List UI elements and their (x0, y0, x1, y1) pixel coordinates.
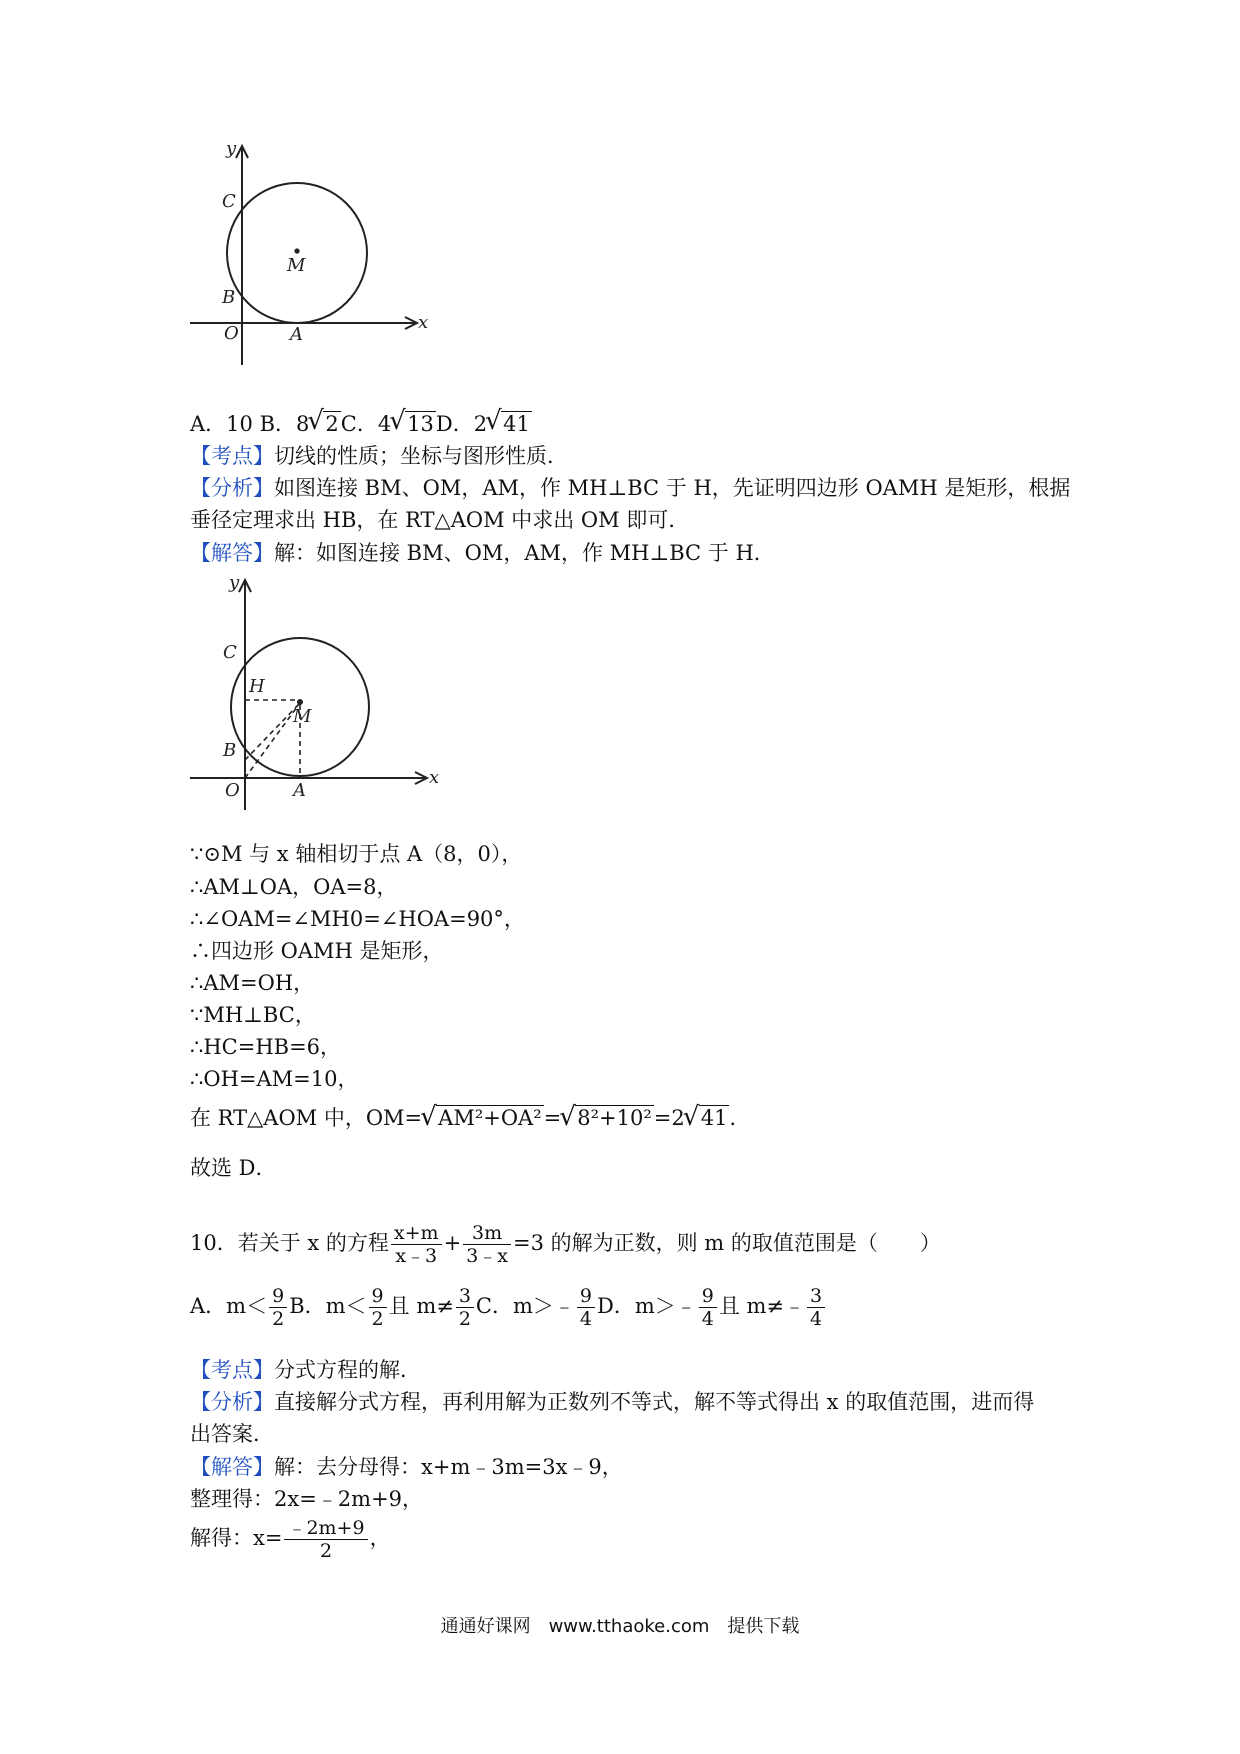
q10-stem: 10．若关于 x 的方程 $\frac{x+m}{x﹣3}$ + $\frac{3m}{3﹣x}$ =3 的解为正数，则 m 的取值范围是（ ） (190, 1222, 941, 1267)
center-point-m (294, 248, 299, 253)
label-x: x (429, 767, 440, 788)
q10-zhengli: 整理得：2x=﹣2m+9， (190, 1487, 424, 1511)
q10-jiede: 解得：x= $\frac{﹣2m+9}{2}$ ， (190, 1517, 391, 1562)
fraction: $\frac{3}{2}$ (456, 1285, 474, 1330)
label-b: B (222, 287, 236, 308)
sqrt-41: √ 41 (685, 1105, 730, 1130)
fraction: $\frac{3}{4}$ (807, 1285, 825, 1330)
conclusion: 故选 D． (190, 1156, 277, 1180)
fraction: $\frac{﹣2m+9}{2}$ (284, 1517, 367, 1562)
label-c: C (222, 191, 236, 212)
q9-fenxi-2: 垂径定理求出 HB，在 RT△AOM 中求出 OM 即可． (190, 508, 690, 532)
step-line: ∴∠OAM=∠MH0=∠HOA=90°， (190, 907, 525, 931)
label-a: A (293, 780, 306, 801)
label-o: O (225, 780, 240, 801)
sqrt-c: √ 13 (391, 408, 436, 440)
center-point-m (297, 699, 303, 705)
label-y: y (226, 140, 237, 159)
q9-options: A．10 B．8√ 2C．4√ 13D．2√ 41 (190, 408, 532, 440)
label-m: M (293, 706, 312, 727)
jieda-tag: 【解答】 (190, 541, 274, 565)
step-line: ∴HC=HB=6， (190, 1035, 342, 1059)
q10-fenxi-2: 出答案． (190, 1422, 274, 1446)
q10-kaodian: 【考点】分式方程的解． (190, 1358, 421, 1382)
fraction: $\frac{x+m}{x﹣3}$ (391, 1222, 442, 1267)
footer-source: 通通好课网 www.tthaoke.com 提供下载 (440, 1616, 800, 1637)
step-line: ∵MH⊥BC， (190, 1003, 316, 1027)
fraction: $\frac{3m}{3﹣x}$ (463, 1222, 511, 1267)
q9-kaodian: 【考点】切线的性质；坐标与图形性质． (190, 444, 568, 468)
jieda-tag: 【解答】 (190, 1455, 274, 1479)
fraction: $\frac{9}{4}$ (699, 1285, 717, 1330)
sqrt-8-10: √ 8²+10² (561, 1105, 654, 1130)
step-line: ∴OH=AM=10， (190, 1067, 359, 1091)
label-m: M (287, 255, 306, 276)
sqrt-d: √ 41 (487, 408, 532, 440)
step-line: ∴AM⊥OA，OA=8， (190, 875, 398, 899)
q10-options: A．m＜ $\frac{9}{2}$ B．m＜ $\frac{9}{2}$ 且 m≠ $\frac{3}{2}$ C．m＞﹣ $\frac{9}{4}$ D．m＞﹣ $\frac{9}{4}$ 且 m≠﹣ $\frac{3}{4}$ (190, 1285, 827, 1330)
step-line: ∴四边形 OAMH 是矩形， (190, 939, 444, 963)
om-equation: 在 RT△AOM 中，OM=√ AM²+OA²=√ 8²+10²=2√ 41． (190, 1102, 750, 1132)
fraction: $\frac{9}{4}$ (577, 1285, 595, 1330)
fenxi-tag: 【分析】 (190, 1390, 274, 1414)
circle-figure-1 (175, 140, 435, 385)
fraction: $\frac{9}{2}$ (369, 1285, 387, 1330)
sqrt-am-oa: √ AM²+OA² (422, 1105, 543, 1130)
label-c: C (223, 642, 237, 663)
q9-jieda: 【解答】解：如图连接 BM、OM，AM，作 MH⊥BC 于 H． (190, 541, 775, 565)
step-line: ∴AM=OH， (190, 971, 315, 995)
segment-bm (245, 703, 300, 760)
label-o: O (224, 323, 239, 344)
step-line: ∵⊙M 与 x 轴相切于点 A（8，0）， (190, 842, 523, 866)
sqrt-b: √ 2 (309, 408, 340, 440)
kaodian-tag: 【考点】 (190, 1358, 274, 1382)
label-y: y (229, 572, 240, 593)
kaodian-tag: 【考点】 (190, 444, 274, 468)
fraction: $\frac{9}{2}$ (269, 1285, 287, 1330)
label-a: A (290, 324, 303, 345)
label-x: x (418, 312, 429, 333)
label-h: H (249, 676, 265, 697)
q10-jieda: 【解答】解：去分母得：x+m﹣3m=3x﹣9， (190, 1455, 623, 1479)
fenxi-tag: 【分析】 (190, 476, 274, 500)
label-b: B (223, 740, 237, 761)
segment-om (245, 703, 300, 778)
circle-figure-2 (175, 570, 445, 815)
q9-fenxi-1: 【分析】如图连接 BM、OM，AM，作 MH⊥BC 于 H，先证明四边形 OAMH 是矩形，根据 (190, 476, 1071, 500)
q10-fenxi-1: 【分析】直接解分式方程，再利用解为正数列不等式，解不等式得出 x 的取值范围，进而得 (190, 1390, 1035, 1414)
